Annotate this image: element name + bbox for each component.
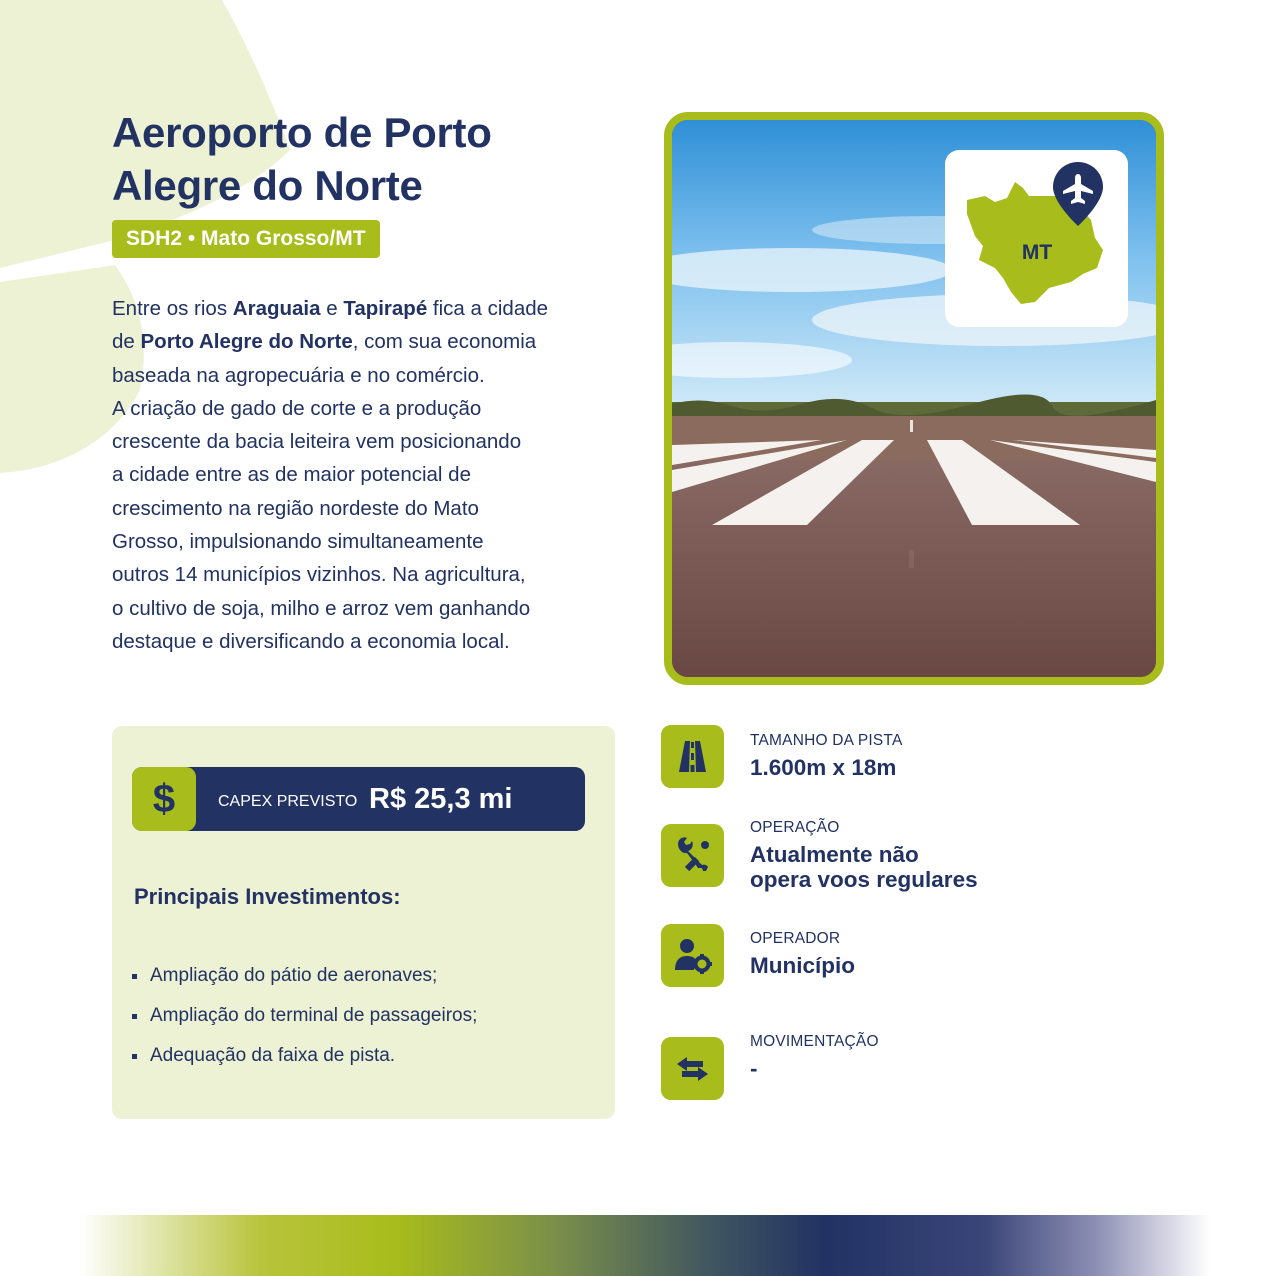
region-tag: SDH2 • Mato Grosso/MT xyxy=(112,220,380,258)
runway-size-label: TAMANHO DA PISTA xyxy=(750,732,903,749)
intro-line: baseada na agropecuária e no comércio. xyxy=(112,363,485,387)
investments-list xyxy=(132,958,477,1078)
intro-line: A criação de gado de corte e a produção xyxy=(112,396,482,420)
dollar-icon: $ xyxy=(132,767,196,831)
state-label: MT xyxy=(1021,241,1053,264)
title-line-1: Aeroporto de Porto xyxy=(112,109,492,156)
arrows-exchange-icon xyxy=(661,1037,724,1100)
list-item: Adequação da faixa de pista. xyxy=(132,1038,477,1078)
wrench-icon xyxy=(661,824,724,887)
footer-gradient-bar xyxy=(80,1215,1210,1276)
operation-label: OPERAÇÃO xyxy=(750,819,840,836)
capex-label: CAPEX PREVISTO xyxy=(218,793,358,810)
intro-line: crescimento na região nordeste do Mato xyxy=(112,496,479,520)
intro-line: destaque e diversificando a economia local. xyxy=(112,629,510,653)
intro-line: Grosso, impulsionando simultaneamente xyxy=(112,530,484,554)
page-title xyxy=(112,106,632,212)
intro-line: Entre os rios Araguaia e Tapirapé fica a cidade xyxy=(112,297,549,320)
movement-value: - xyxy=(750,1056,758,1081)
user-gear-icon xyxy=(661,924,724,987)
intro-paragraph xyxy=(112,292,612,658)
operator-label: OPERADOR xyxy=(750,930,841,947)
road-icon xyxy=(661,725,724,788)
intro-line: crescente da bacia leiteira vem posicionando xyxy=(112,430,522,454)
movement-label: MOVIMENTAÇÃO xyxy=(750,1033,879,1050)
operator-value: Município xyxy=(750,953,855,978)
title-line-2: Alegre do Norte xyxy=(112,162,423,209)
runway-size-value: 1.600m x 18m xyxy=(750,755,897,780)
location-pin-icon xyxy=(1049,160,1107,228)
intro-line: a cidade entre as de maior potencial de xyxy=(112,463,471,487)
intro-line: o cultivo de soja, milho e arroz vem ganhando xyxy=(112,596,531,620)
intro-line: outros 14 municípios vizinhos. Na agricultura, xyxy=(112,563,526,587)
capex-banner xyxy=(132,767,585,831)
operation-value: Atualmente não opera voos regulares xyxy=(750,842,978,892)
list-item: Ampliação do pátio de aeronaves; xyxy=(132,958,477,998)
list-item: Ampliação do terminal de passageiros; xyxy=(132,998,477,1038)
investments-title: Principais Investimentos: xyxy=(134,884,401,909)
capex-value: R$ 25,3 mi xyxy=(369,783,513,815)
intro-line: de Porto Alegre do Norte, com sua economia xyxy=(112,330,537,354)
state-map-card xyxy=(945,150,1128,327)
